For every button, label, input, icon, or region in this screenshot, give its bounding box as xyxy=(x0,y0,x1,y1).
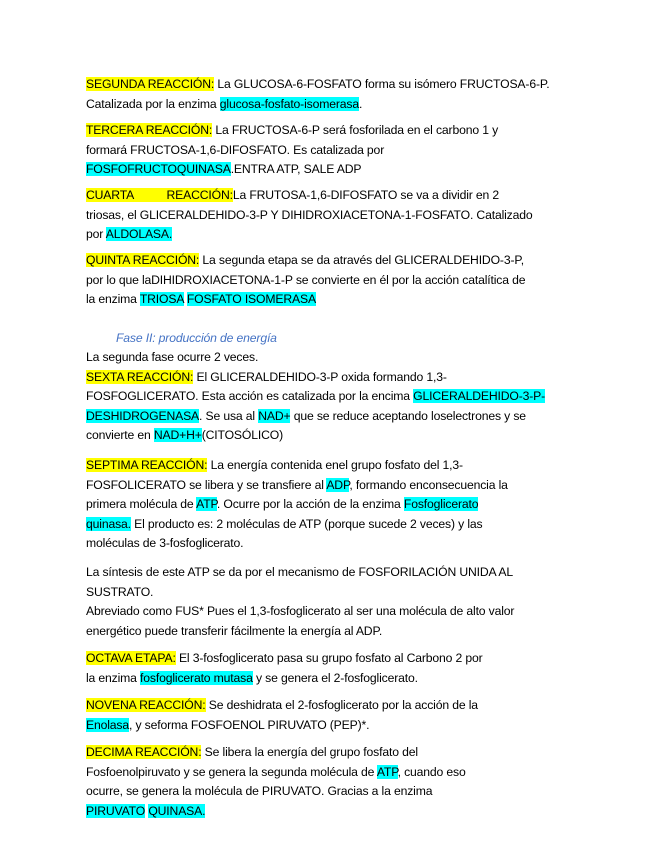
text: convierte en xyxy=(86,428,154,443)
enzyme-highlight: Fosfoglicerato xyxy=(403,497,479,512)
text: ocurre, se genera la molécula de PIRUVATO. Gracias a la enzima xyxy=(86,784,433,799)
text: Catalizada por la enzima xyxy=(86,96,220,111)
text: y se genera el 2-fosfoglicerato. xyxy=(252,670,418,685)
molecule-highlight: NAD+ xyxy=(258,408,291,423)
text: La FRUCTOSA-6-P será fosforilada en el carbono 1 y xyxy=(212,123,499,137)
label-part: REACCIÓN: xyxy=(166,188,233,202)
enzyme-highlight: ALDOLASA. xyxy=(105,227,173,242)
label-part: CUARTA xyxy=(86,188,135,202)
text: la enzima xyxy=(86,670,141,685)
enzyme-highlight: GLICERALDEHIDO-3-P- xyxy=(413,389,546,404)
text: (CITOSÓLICO) xyxy=(201,428,283,443)
enzyme-highlight: glucosa-fosfato-isomerasa xyxy=(219,96,359,111)
paragraph-fosforilacion xyxy=(86,563,586,641)
section-heading: Fase II: producción de energía xyxy=(116,331,277,345)
label-septima-reaccion: SEPTIMA REACCIÓN: xyxy=(86,458,208,472)
text: primera molécula de xyxy=(86,497,197,512)
text: La segunda etapa se da através del GLICERALDEHIDO-3-P, xyxy=(199,253,525,267)
paragraph-segunda-reaccion xyxy=(86,75,586,114)
label-decima-reaccion: DECIMA REACCIÓN: xyxy=(86,745,202,759)
paragraph-septima-reaccion xyxy=(86,456,586,554)
paragraph-octava-etapa xyxy=(86,649,586,688)
text: . xyxy=(358,96,363,111)
enzyme-highlight: FOSFOFRUCTOQUINASA xyxy=(86,162,231,177)
enzyme-highlight: DESHIDROGENASA xyxy=(86,408,200,423)
text: El 3-fosfoglicerato pasa su grupo fosfato al Carbono 2 por xyxy=(175,651,483,665)
label-segunda-reaccion: SEGUNDA REACCIÓN: xyxy=(86,77,215,91)
text: Fosfoenolpiruvato y se genera la segunda molécula de xyxy=(86,764,377,779)
enzyme-highlight: TRIOSA xyxy=(139,292,184,307)
text: por xyxy=(86,227,106,242)
text: . Se usa al xyxy=(199,408,259,423)
text: , cuando eso xyxy=(397,764,466,779)
text: La segunda fase ocurre 2 veces. xyxy=(86,350,259,364)
text: SUSTRATO. xyxy=(86,584,154,599)
molecule-highlight: ATP xyxy=(196,497,217,512)
text: , y seforma FOSFOENOL PIRUVATO (PEP)*. xyxy=(129,717,370,732)
label-quinta-reaccion: QUINTA REACCIÓN: xyxy=(86,253,200,267)
text: .ENTRA ATP, SALE ADP xyxy=(230,162,362,177)
paragraph-cuarta-reaccion xyxy=(86,186,586,245)
label-octava-etapa: OCTAVA ETAPA: xyxy=(86,651,176,665)
label-tercera-reaccion: TERCERA REACCIÓN: xyxy=(86,123,213,137)
paragraph-quinta-reaccion xyxy=(86,251,586,310)
text: Abreviado como FUS* Pues el 1,3-fosfoglicerato al ser una molécula de alto valor xyxy=(86,604,515,619)
text: El producto es: 2 moléculas de ATP (porque sucede 2 veces) y las xyxy=(130,516,483,531)
enzyme-highlight: quinasa. xyxy=(86,516,131,531)
text: energético puede transferir fácilmente la energía al ADP. xyxy=(86,623,383,638)
enzyme-highlight: Enolasa xyxy=(86,717,129,732)
text: Se deshidrata el 2-fosfoglicerato por la acción de la xyxy=(205,698,478,712)
text: . Ocurre por la acción de la enzima xyxy=(216,497,404,512)
molecule-highlight: ADP xyxy=(326,477,350,492)
text: por lo que laDIHIDROXIACETONA-1-P se convierte en él por la acción catalítica de xyxy=(86,272,526,287)
text: FOSFOLICERATO se libera y se transfiere al xyxy=(86,477,327,492)
molecule-highlight: ATP xyxy=(376,764,398,779)
text: triosas, el GLICERALDEHIDO-3-P Y DIHIDROXIACETONA-1-FOSFATO. Catalizado xyxy=(86,207,533,222)
text: La energía contenida enel grupo fosfato del 1,3- xyxy=(207,458,463,472)
text: FOSFOGLICERATO. Esta acción es catalizada por la encima xyxy=(86,389,414,404)
text: El GLICERALDEHIDO-3-P oxida formando 1,3- xyxy=(193,369,447,384)
label-sexta-reaccion: SEXTA REACCIÓN: xyxy=(86,369,194,384)
enzyme-highlight: FOSFATO ISOMERASA xyxy=(186,292,316,307)
text: formará FRUCTOSA-1,6-DIFOSFATO. Es catalizada por xyxy=(86,142,385,157)
enzyme-highlight: QUINASA. xyxy=(148,803,206,818)
text: La síntesis de este ATP se da por el mecanismo de FOSFORILACIÓN UNIDA AL xyxy=(86,565,514,579)
enzyme-highlight: fosfoglicerato mutasa xyxy=(140,670,253,685)
text: la enzima xyxy=(86,292,140,307)
paragraph-sexta-reaccion xyxy=(86,348,586,446)
text: La FRUTOSA-1,6-DIFOSFATO se va a dividir en 2 xyxy=(232,188,500,202)
text: , formando enconsecuencia la xyxy=(349,477,508,492)
paragraph-decima-reaccion xyxy=(86,743,586,821)
text: La GLUCOSA-6-FOSFATO forma su isómero FRUCTOSA-6-P. xyxy=(214,77,550,91)
paragraph-novena-reaccion xyxy=(86,696,586,735)
text: moléculas de 3-fosfoglicerato. xyxy=(86,536,244,551)
label-novena-reaccion: NOVENA REACCIÓN: xyxy=(86,698,206,712)
label-cuarta-reaccion xyxy=(86,188,233,202)
paragraph-tercera-reaccion xyxy=(86,121,586,180)
text: Se libera la energía del grupo fosfato del xyxy=(201,745,418,759)
enzyme-highlight: PIRUVATO xyxy=(86,803,146,818)
molecule-highlight: NAD+H+ xyxy=(153,428,202,443)
text: que se reduce aceptando loselectrones y se xyxy=(290,408,526,423)
